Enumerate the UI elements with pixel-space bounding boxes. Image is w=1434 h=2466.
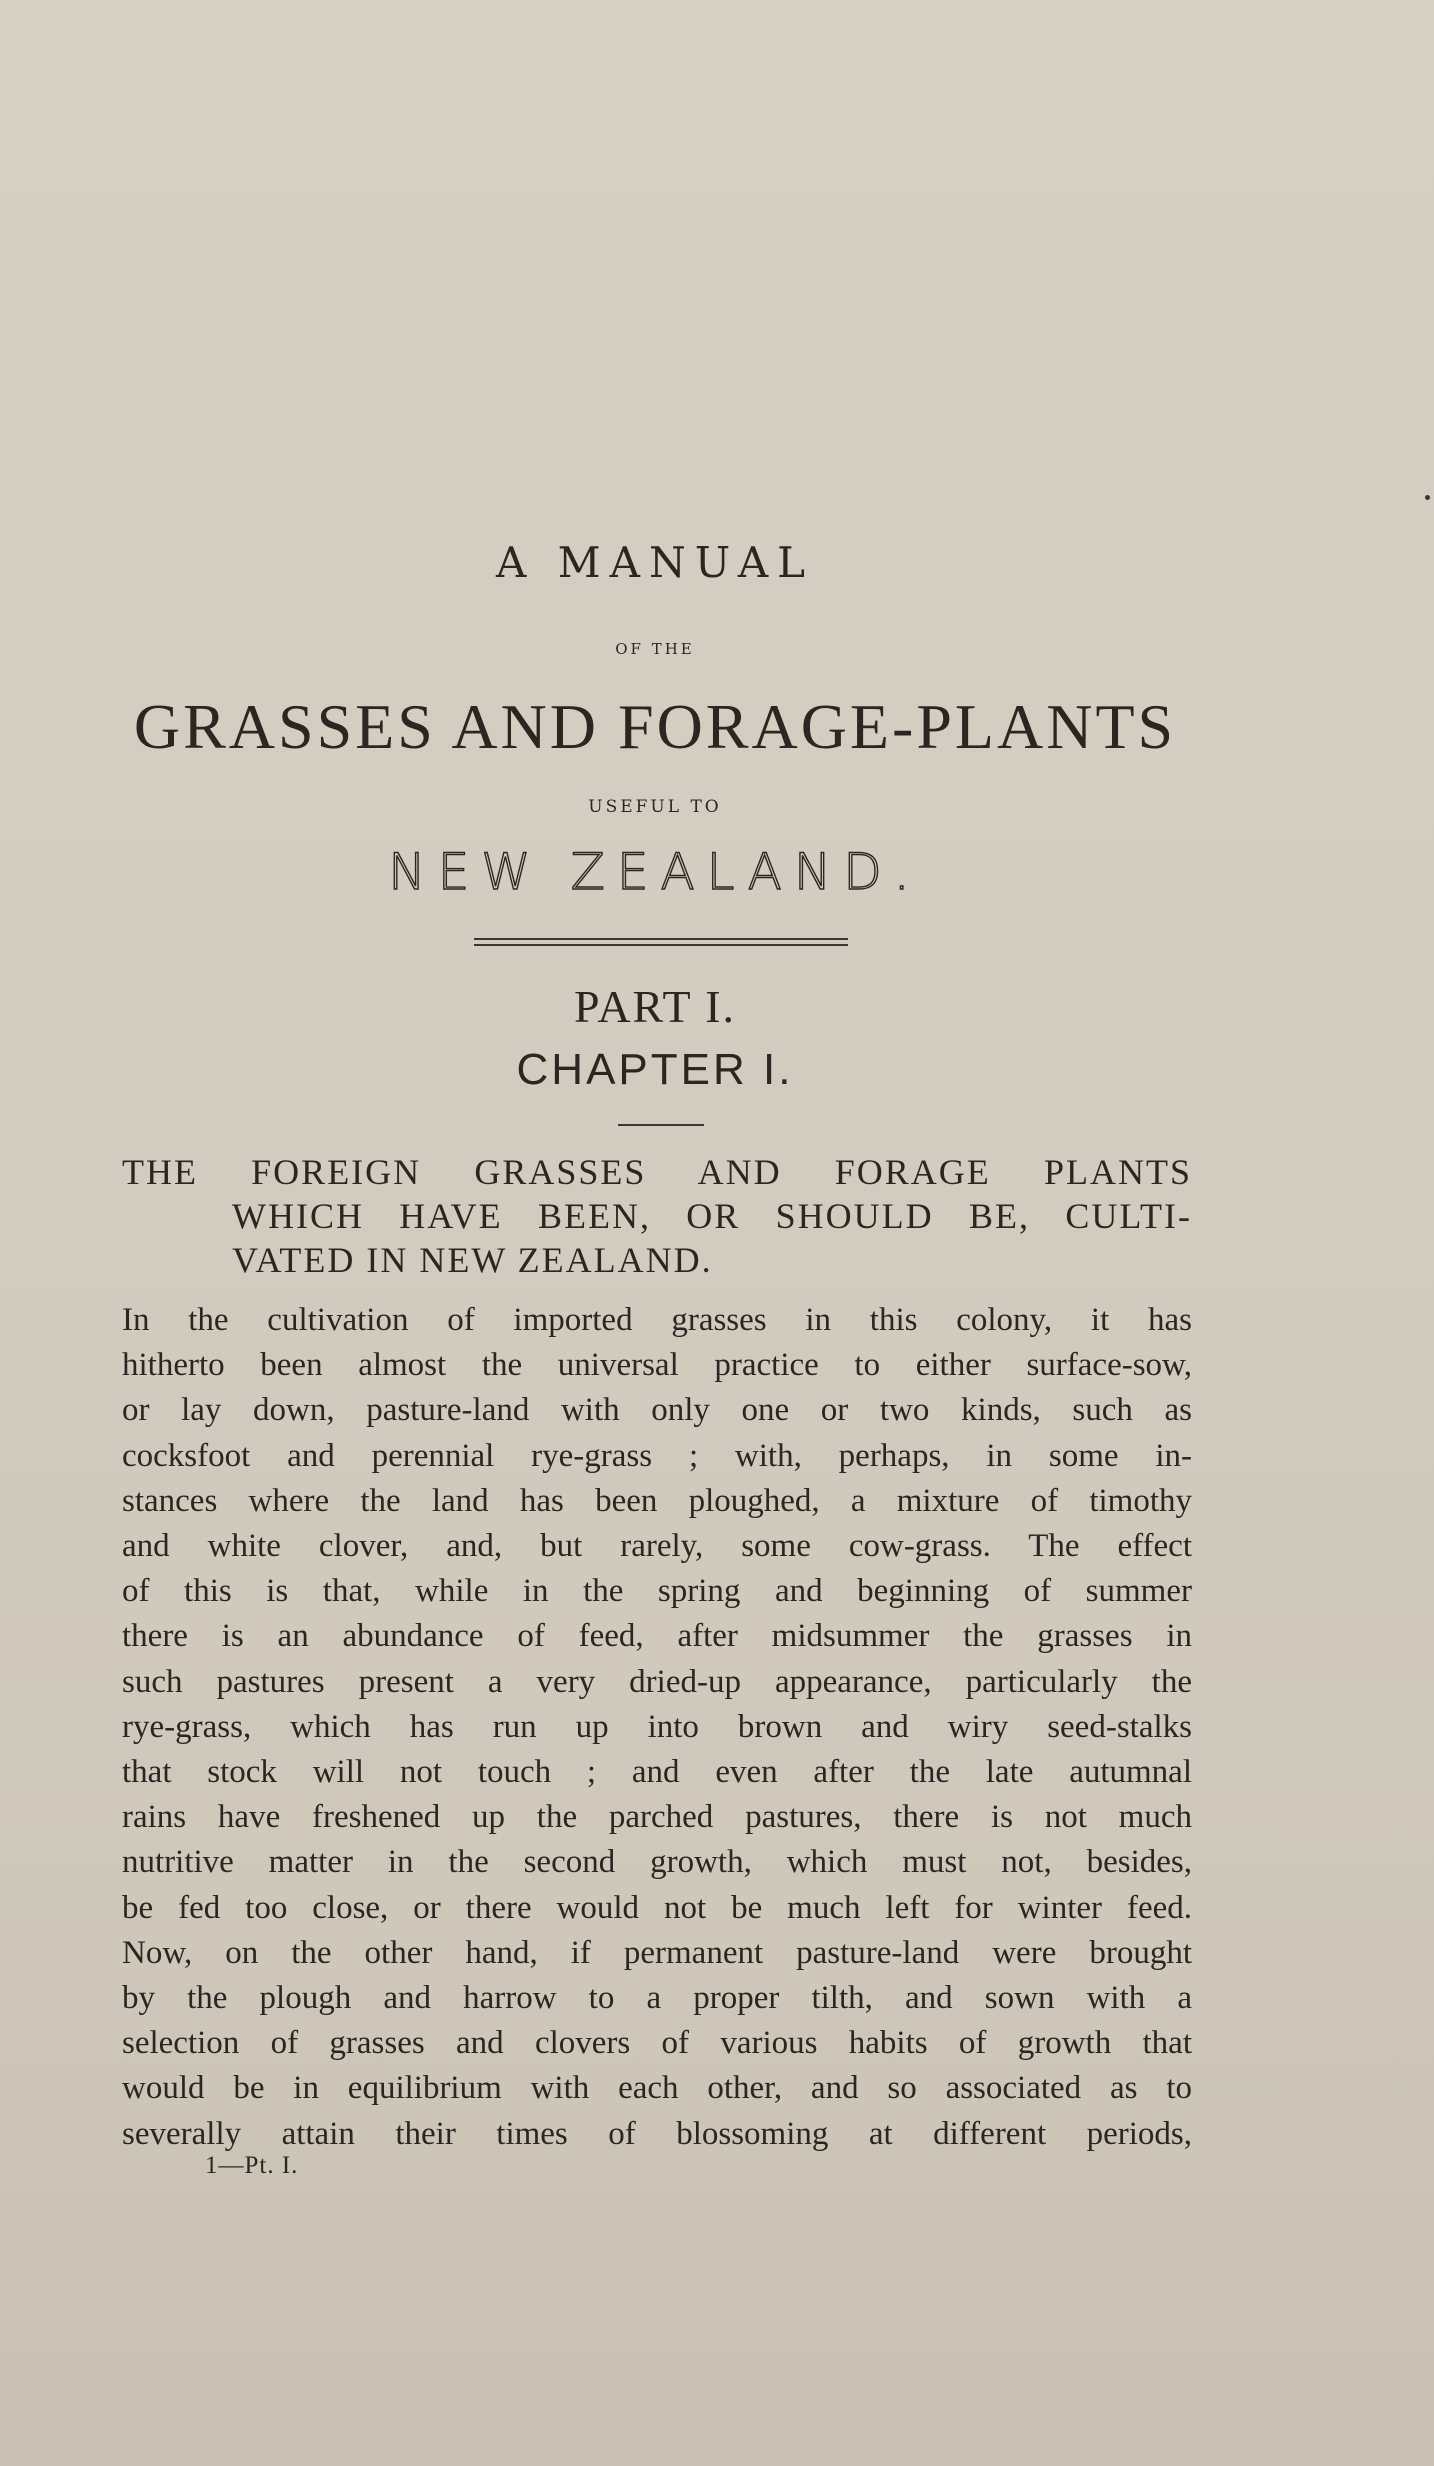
body-line: by the plough and harrow to a proper tilth, and sown with a: [122, 1980, 1192, 2017]
body-line: selection of grasses and clovers of various habits of growth that: [122, 2025, 1192, 2062]
body-line: be fed too close, or there would not be much left for winter feed.: [122, 1889, 1192, 1926]
body-line: rains have freshened up the parched pastures, there is not much: [122, 1799, 1192, 1836]
body-line: of this is that, while in the spring and beginning of summer: [122, 1573, 1192, 1610]
section-heading-line: VATED IN NEW ZEALAND.: [232, 1240, 713, 1280]
body-line: that stock will not touch ; and even after the late autumnal: [122, 1754, 1192, 1791]
body-line: such pastures present a very dried-up appearance, particularly the: [122, 1663, 1192, 1700]
body-paragraph: [122, 1298, 1192, 2157]
section-heading-line: WHICH HAVE BEEN, OR SHOULD BE, CULTI-: [232, 1196, 1192, 1236]
chapter-heading: CHAPTER I.: [516, 1045, 794, 1094]
body-line: there is an abundance of feed, after midsummer the grasses in: [122, 1618, 1192, 1655]
section-heading-line: THE FOREIGN GRASSES AND FORAGE PLANTS: [122, 1152, 1192, 1192]
useful-to-caption: USEFUL TO: [588, 797, 722, 817]
short-rule-divider: [618, 1124, 704, 1126]
main-title: GRASSES AND FORAGE-PLANTS: [133, 691, 1177, 762]
part-heading: PART I.: [573, 981, 737, 1032]
signature-mark: 1—Pt. I.: [205, 2152, 299, 2179]
body-line: cocksfoot and perennial rye-grass ; with, perhaps, in some in-: [122, 1437, 1192, 1474]
body-line: nutritive matter in the second growth, which must not, besides,: [122, 1844, 1192, 1881]
body-line: hitherto been almost the universal practice to either surface-sow,: [122, 1347, 1192, 1384]
body-line: rye-grass, which has run up into brown and wiry seed-stalks: [122, 1708, 1192, 1745]
body-line: severally attain their times of blossoming at different periods,: [122, 2115, 1192, 2152]
body-line: would be in equilibrium with each other, and so associated as to: [122, 2070, 1192, 2107]
body-line: and white clover, and, but rarely, some cow-grass. The effect: [122, 1528, 1192, 1565]
manual-title: A MANUAL: [495, 538, 815, 587]
body-line: In the cultivation of imported grasses in this colony, it has: [122, 1302, 1192, 1338]
section-heading: [122, 1150, 1192, 1282]
body-line: stances where the land has been ploughed, a mixture of timothy: [122, 1482, 1192, 1519]
body-line: or lay down, pasture-land with only one or two kinds, such as: [122, 1392, 1192, 1429]
new-zealand-title: NEW ZEALAND.: [388, 843, 922, 901]
body-line: Now, on the other hand, if permanent pasture-land were brought: [122, 1934, 1192, 1971]
paper-speck: [1425, 495, 1430, 500]
of-the-caption: OF THE: [615, 640, 695, 658]
double-rule-divider: [474, 938, 848, 946]
